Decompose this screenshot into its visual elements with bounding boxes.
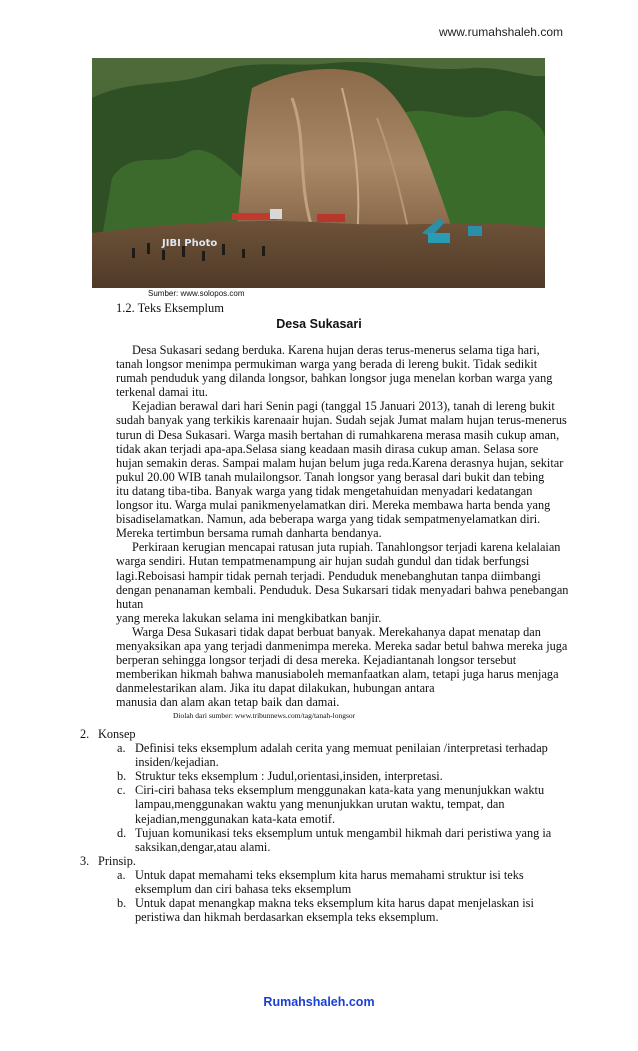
paragraph-line: terkenal damai itu. xyxy=(116,385,208,400)
story-title: Desa Sukasari xyxy=(276,317,362,331)
paragraph-line: itu datang tiba-tiba. Banyak warga yang tidak mengetahuidan menyadari kedatangan xyxy=(116,483,533,498)
paragraph-line: longsor itu. Warga mulai panikmenyelamatkan diri. Mereka membawa harta benda yang xyxy=(116,498,551,513)
sub-item xyxy=(80,868,550,896)
paragraph-line: memberikan hikmah bahwa manusiaboleh memanfaatkan alam, tetapi juga harus menjaga xyxy=(116,667,559,682)
sub-item xyxy=(80,769,550,783)
section-item xyxy=(80,854,550,868)
paragraph-line: Warga Desa Sukasari tidak dapat berbuat banyak. Merekahanya dapat menatap dan xyxy=(132,624,541,639)
paragraph-line: danmelestarikan alam. Jika itu dapat dilakukan, hubungan antara xyxy=(116,681,435,696)
paragraph-line: dengan penanaman kembali. Penduduk. Desa Sukarsari tidak menyadari bahwa penebangan xyxy=(116,582,569,597)
paragraph-line: Desa Sukasari sedang berduka. Karena hujan deras terus-menerus selama tiga hari, xyxy=(132,343,540,357)
section-item-label: Prinsip. xyxy=(98,853,136,868)
paragraph-line: rumah penduduk yang dilanda longsor, bahkan longsor juga menelan korban warga yang xyxy=(116,371,553,386)
sub-item-line: Ciri-ciri bahasa teks eksemplum menggunakan kata-kata yang menunjukkan waktu xyxy=(135,783,545,798)
photo-caption: Sumber: www.solopos.com xyxy=(148,289,245,298)
paragraph-line: sudah banyak yang terkikis karenaair hujan. Sudah sejak Jumat malam hujan terus-menerus xyxy=(116,413,567,428)
sub-item xyxy=(80,826,550,854)
sub-item-letter: b. xyxy=(117,896,127,911)
sub-item-letter: d. xyxy=(117,825,127,840)
sub-item-letter: b. xyxy=(117,769,127,784)
section-item-number: 3. xyxy=(80,853,90,868)
paragraph-line: Kejadian berawal dari hari Senin pagi (tanggal 15 Januari 2013), tanah di lereng bukit xyxy=(132,399,555,414)
sub-item-line: Struktur teks eksemplum : Judul,orientasi,insiden, interpretasi. xyxy=(135,769,443,784)
sub-item-line: Tujuan komunikasi teks eksemplum untuk mengambil hikmah dari peristiwa yang ia xyxy=(135,825,552,840)
sub-item-line: kejadian,menggunakan kata-kata emotif. xyxy=(135,811,336,826)
paragraph-line: tidak akan terjadi apa-apa.Selasa siang keadaan masih dirasa cukup aman. Selasa sore xyxy=(116,441,539,456)
paragraph-line: bisadiselamatkan. Namun, ada beberapa warga yang tidak sempatmenyelamatkan diri. xyxy=(116,512,541,527)
paragraph-line: berperan sehingga longsor terjadi di desa mereka. Kejadiantanah longsor tersebut xyxy=(116,653,517,668)
paragraph-line: pukul 20.00 WIB tanah mulailongsor. Tanah longsor yang berasal dari bukit dan tebing xyxy=(116,469,545,484)
paragraph-line: Mereka tertimbun bersama rumah danharta bendanya. xyxy=(116,526,382,541)
sub-item-letter: a. xyxy=(117,867,126,882)
paragraph-line: turun di Desa Sukasari. Warga masih bertahan di rumahkarena merasa masih cukup aman, xyxy=(116,427,560,442)
numbered-sections xyxy=(80,727,550,924)
paragraph-line: hujan semakin deras. Sampai malam hujan belum juga reda.Karena derasnya hujan, sekitar xyxy=(116,455,564,470)
paragraph-line: lagi.Reboisasi hampir tidak pernah terjadi. Penduduk menebanghutan tanpa diimbangi xyxy=(116,568,541,583)
header-url: www.rumahshaleh.com xyxy=(438,25,563,39)
paragraph-line: manusia dan alam akan tetap baik dan damai. xyxy=(116,695,340,710)
section-number: 1.2. xyxy=(116,301,135,315)
section-item-label: Konsep xyxy=(98,727,136,741)
sub-item-line: peristiwa dan hikmah berdasarkan eksempla teks eksemplum. xyxy=(135,910,439,925)
story-body xyxy=(116,343,570,709)
paragraph-line: hutan xyxy=(116,596,144,611)
paragraph-line: warga sendiri. Hutan tempatmenampung air hujan sudah gundul dan tidak berfungsi xyxy=(116,554,530,569)
sub-item-line: Definisi teks eksemplum adalah cerita yang memuat penilaian /interpretasi terhadap xyxy=(135,741,548,756)
sub-item xyxy=(80,741,550,769)
sub-item-line: Untuk dapat memahami teks eksemplum kita harus memahami struktur isi teks xyxy=(135,867,524,882)
sub-item xyxy=(80,896,550,924)
section-item-number: 2. xyxy=(80,727,90,741)
photo-watermark: JIBI Photo xyxy=(162,238,218,249)
paragraph-line: yang mereka lakukan selama ini mengkibatkan banjir. xyxy=(116,610,382,625)
paragraph-line: menyaksikan apa yang terjadi danmenimpa mereka. Mereka sadar betul bahwa mereka juga xyxy=(116,638,568,653)
landslide-photo xyxy=(92,58,545,288)
sub-item-line: insiden/kejadian. xyxy=(135,755,219,770)
section-item xyxy=(80,727,550,741)
sub-item-line: eksemplum dan ciri bahasa teks eksemplum xyxy=(135,882,352,897)
sub-item-line: saksikan,dengar,atau alami. xyxy=(135,839,271,854)
sub-item-line: Untuk dapat menangkap makna teks eksemplum kita harus dapat menjelaskan isi xyxy=(135,896,534,911)
story-source: Diolah dari sumber: www.tribunnews.com/tag/tanah-longsor xyxy=(173,711,356,720)
sub-item-letter: c. xyxy=(117,783,126,798)
paragraph-line: Perkiraan kerugian mencapai ratusan juta rupiah. Tanahlongsor terjadi karena kelalaian xyxy=(132,540,561,555)
sub-item xyxy=(80,783,550,825)
section-heading xyxy=(116,301,224,316)
paragraph-line: tanah longsor menimpa permukiman warga yang berada di lereng bukit. Tidak sedikit xyxy=(116,357,538,372)
section-label: Teks Eksemplum xyxy=(137,301,224,315)
footer-link[interactable]: Rumahshaleh.com xyxy=(263,995,375,1009)
sub-item-letter: a. xyxy=(117,741,126,756)
sub-item-line: lampau,menggunakan waktu yang menunjukkan urutan waktu, tempat, dan xyxy=(135,797,505,812)
